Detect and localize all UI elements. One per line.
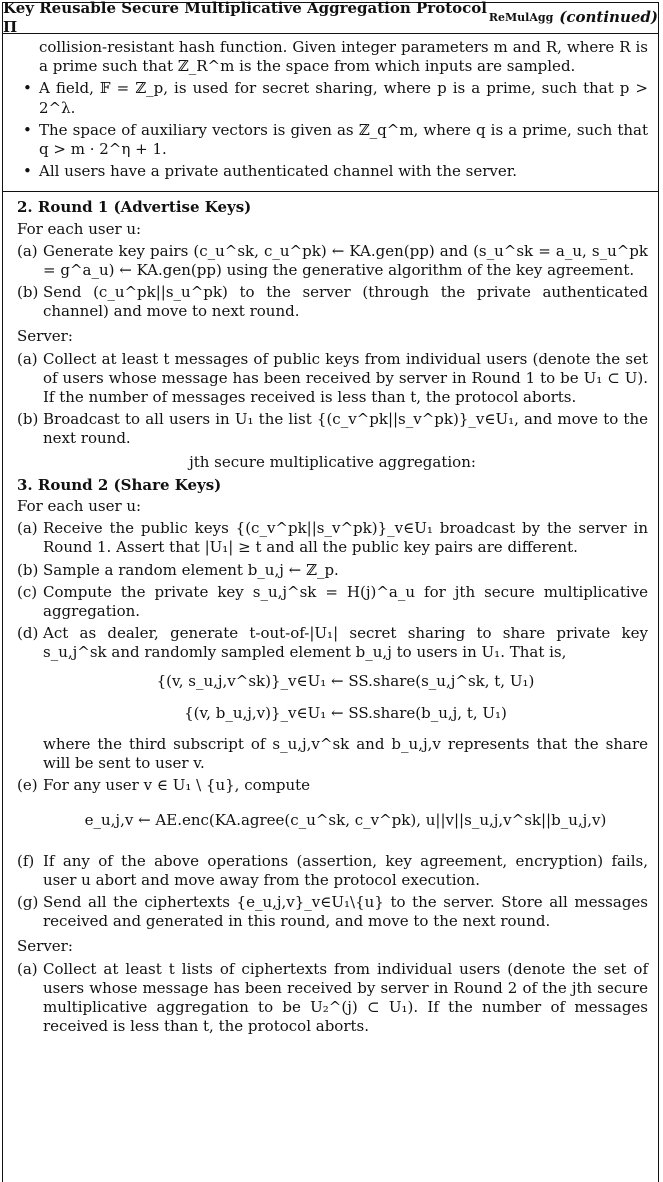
item-label: (a) bbox=[17, 959, 38, 978]
item-text: Send (c_u^pk||s_u^pk) to the server (through the private authenticated channel) and move to next round. bbox=[43, 283, 648, 321]
item-text: If any of the above operations (assertion, key agreement, encryption) fails, user u abort and move away from the protocol execution. bbox=[43, 851, 648, 889]
item-label: (b) bbox=[17, 560, 39, 579]
item-text: Generate key pairs (c_u^sk, c_u^pk) ← KA.gen(pp) and (s_u^sk = a_u, s_u^pk = g^a_u) ← KA.gen(pp) using the generative algorithm of the key agreement. bbox=[43, 241, 648, 279]
round1-server-item-a bbox=[17, 350, 648, 408]
round1-title: 2. Round 1 (Advertise Keys) bbox=[17, 198, 252, 217]
item-text: Collect at least t lists of ciphertexts from individual users (denote the set of users whose message has been received by server in Round 2 of the jth secure multiplicative aggregation to be U₂^(j) ⊂ U₁). If the number of messages received is less than t, the protocol aborts. bbox=[43, 959, 648, 1036]
jth-aggregation-line: jth secure multiplicative aggregation: bbox=[189, 452, 476, 471]
bullet-field bbox=[17, 79, 648, 117]
bullet-aux-space bbox=[17, 121, 648, 159]
round2-item-e bbox=[17, 776, 648, 848]
divider bbox=[3, 191, 658, 192]
item-label: (g) bbox=[17, 892, 39, 911]
equation-share-b: {(v, b_u,j,v)}_v∈U₁ ← SS.share(b_u,j, t, U₁) bbox=[184, 703, 507, 722]
round1-user-item-a bbox=[17, 242, 648, 280]
round2-server-item-a bbox=[17, 960, 648, 1037]
round2-item-d bbox=[17, 624, 648, 773]
item-text: Receive the public keys {(c_v^pk||s_v^pk)}_v∈U₁ broadcast by the server in Round 1. Assert that |U₁| ≥ t and all the public key pairs are different. bbox=[43, 519, 648, 557]
bullet-channel-text: All users have a private authenticated channel with the server. bbox=[39, 162, 518, 181]
item-label: (b) bbox=[17, 283, 39, 302]
round2-item-g bbox=[17, 893, 648, 931]
intro-text: collision-resistant hash function. Given integer parameters m and R, where R is a prime such that ℤ_R^m is the space from which inputs are sampled. bbox=[39, 38, 648, 76]
protocol-title: Key Reusable Secure Multiplicative Aggregation Protocol Π bbox=[3, 0, 487, 36]
item-label: (a) bbox=[17, 241, 38, 260]
item-d-body bbox=[43, 624, 648, 773]
item-text: Send all the ciphertexts {e_u,j,v}_v∈U₁\{u} to the server. Store all messages received and generated in this round, and move to the next round. bbox=[43, 892, 648, 931]
equation-encrypt: e_u,j,v ← AE.enc(KA.agree(c_u^sk, c_v^pk), u||v||s_u,j,v^sk||b_u,j,v) bbox=[84, 811, 607, 830]
item-label: (b) bbox=[17, 410, 39, 429]
item-text: Broadcast to all users in U₁ the list {(c_v^pk||s_v^pk)}_v∈U₁, and move to the next round. bbox=[43, 410, 648, 448]
item-text: For any user v ∈ U₁ \ {u}, compute bbox=[43, 776, 311, 795]
round2-item-f bbox=[17, 852, 648, 890]
round1-server-item-b bbox=[17, 410, 648, 448]
round2-server-label: Server: bbox=[17, 937, 73, 956]
bullet-channel bbox=[17, 162, 648, 181]
item-text: Sample a random element b_u,j ← ℤ_p. bbox=[43, 560, 339, 579]
round2-title: 3. Round 2 (Share Keys) bbox=[17, 475, 222, 494]
item-text: Compute the private key s_u,j^sk = H(j)^a_u for jth secure multiplicative aggregation. bbox=[43, 582, 648, 620]
round2-for-each: For each user u: bbox=[17, 496, 142, 515]
round1-server-label: Server: bbox=[17, 327, 73, 346]
item-text: Act as dealer, generate t-out-of-|U₁| secret sharing to share private key s_u,j^sk and randomly sampled element b_u,j to users in U₁. That is, bbox=[43, 624, 648, 662]
item-e-body bbox=[43, 776, 648, 848]
item-text: Collect at least t messages of public keys from individual users (denote the set of users whose message has been received by server in Round 1 to be U₁ ⊂ U). If the number of messages received is less than t, the protocol aborts. bbox=[43, 349, 648, 406]
continued-label: (continued) bbox=[559, 8, 658, 27]
equation-share-sk: {(v, s_u,j,v^sk)}_v∈U₁ ← SS.share(s_u,j^sk, t, U₁) bbox=[156, 672, 535, 691]
bullet-field-text: A field, 𝔽 = ℤ_p, is used for secret sharing, where p is a prime, such that p > 2^λ. bbox=[39, 79, 648, 117]
round1-for-each: For each user u: bbox=[17, 219, 142, 238]
item-label: (e) bbox=[17, 776, 38, 795]
item-label: (a) bbox=[17, 519, 38, 538]
round1-user-item-b bbox=[17, 283, 648, 321]
protocol-box bbox=[2, 2, 659, 1182]
bullet-aux-space-text: The space of auxiliary vectors is given as ℤ_q^m, where q is a prime, such that q > m · 2^η + 1. bbox=[39, 120, 648, 158]
intro-line bbox=[17, 38, 648, 76]
item-d-after-text: where the third subscript of s_u,j,v^sk and b_u,j,v represents that the share will be sent to user v. bbox=[43, 734, 648, 772]
item-label: (c) bbox=[17, 582, 38, 601]
round2-item-a bbox=[17, 519, 648, 557]
protocol-header: Key Reusable Secure Multiplicative Aggregation Protocol Π ReMulAgg (continued) bbox=[3, 0, 658, 36]
item-label: (f) bbox=[17, 851, 35, 870]
round2-item-b bbox=[17, 561, 648, 580]
item-label: (a) bbox=[17, 349, 38, 368]
item-label: (d) bbox=[17, 624, 39, 643]
round2-item-c bbox=[17, 583, 648, 621]
